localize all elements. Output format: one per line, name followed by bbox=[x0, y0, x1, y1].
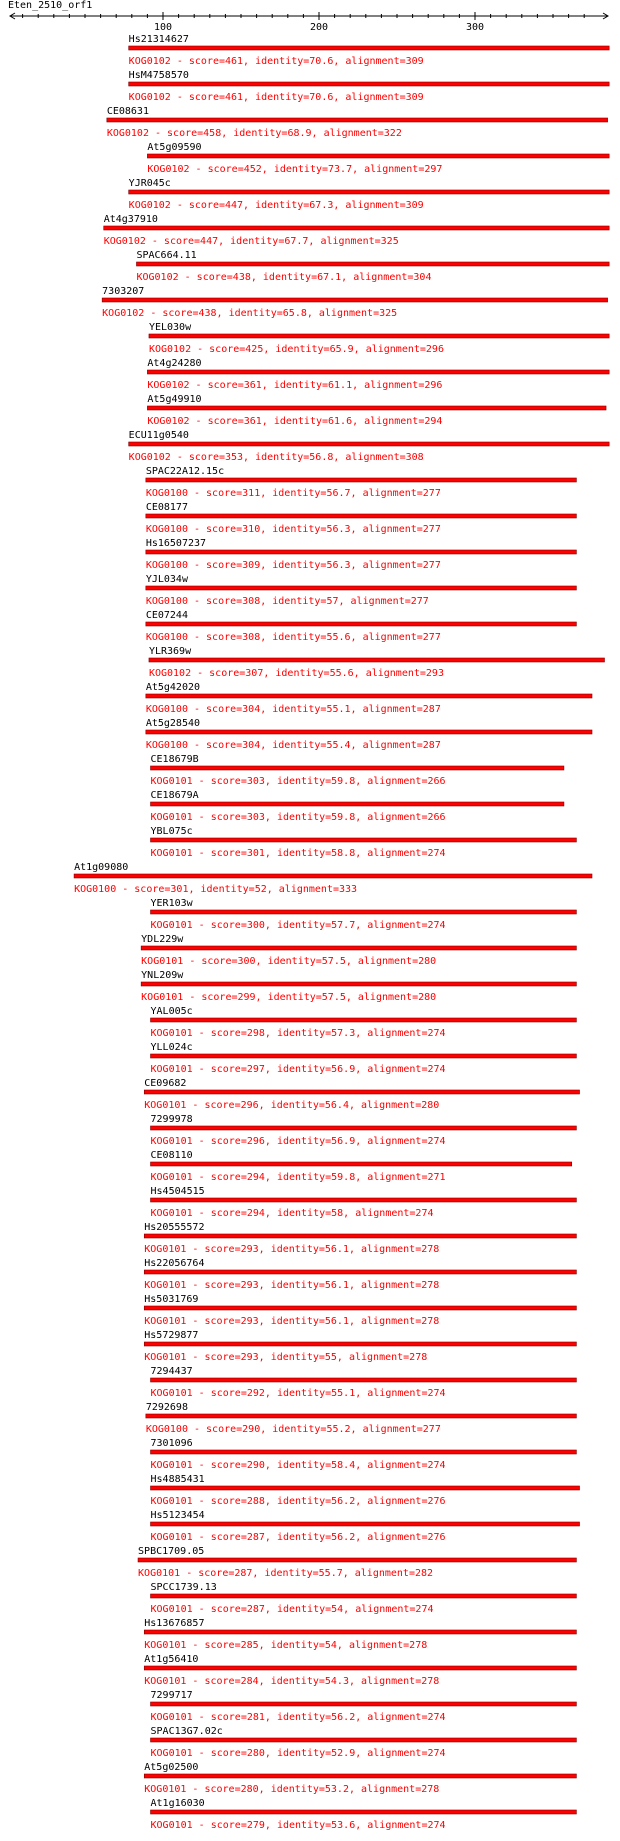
hit-info: KOG0101 - score=296, identity=56.4, alignment=280 bbox=[144, 1100, 440, 1111]
hit-name: YBL075c bbox=[150, 826, 193, 837]
hit-info: KOG0102 - score=452, identity=73.7, alignment=297 bbox=[147, 164, 443, 175]
hit-bar bbox=[129, 46, 609, 50]
hit-info: KOG0101 - score=281, identity=56.2, alignment=274 bbox=[150, 1712, 446, 1723]
hit-bar bbox=[144, 1090, 579, 1094]
hit-info: KOG0101 - score=290, identity=58.4, alignment=274 bbox=[150, 1460, 446, 1471]
hit-info: KOG0101 - score=287, identity=55.7, alignment=282 bbox=[138, 1568, 434, 1579]
hit-info: KOG0101 - score=287, identity=56.2, alignment=276 bbox=[150, 1532, 446, 1543]
hit-info: KOG0102 - score=447, identity=67.7, alignment=325 bbox=[103, 236, 399, 247]
hit-bar bbox=[144, 1666, 576, 1670]
hit-bar bbox=[146, 1414, 577, 1418]
hit-info: KOG0101 - score=293, identity=56.1, alignment=278 bbox=[144, 1316, 440, 1327]
hit-name: YJL034w bbox=[145, 574, 188, 585]
hit-name: At1g56410 bbox=[144, 1654, 199, 1665]
hit-info: KOG0101 - score=296, identity=56.9, alignment=274 bbox=[150, 1136, 446, 1147]
hit-info: KOG0102 - score=458, identity=68.9, alignment=322 bbox=[106, 128, 402, 139]
hit-name: YDL229w bbox=[141, 934, 184, 945]
hit-bar bbox=[151, 1126, 577, 1130]
hit-name: YEL030w bbox=[148, 322, 192, 333]
hit-bar bbox=[141, 946, 576, 950]
hit-bar bbox=[149, 658, 605, 662]
hit-name: SPAC664.11 bbox=[136, 250, 197, 261]
hit-info: KOG0100 - score=304, identity=55.1, alignment=287 bbox=[145, 704, 441, 715]
hit-name: CE08631 bbox=[106, 106, 149, 117]
hit-info: KOG0101 - score=301, identity=58.8, alignment=274 bbox=[150, 848, 446, 859]
hit-name: 7294437 bbox=[150, 1366, 193, 1377]
hit-bar bbox=[129, 442, 609, 446]
hit-info: KOG0102 - score=361, identity=61.1, alignment=296 bbox=[147, 380, 443, 391]
hit-bar bbox=[146, 478, 577, 482]
hit-name: At4g24280 bbox=[147, 358, 202, 369]
hit-name: Hs16507237 bbox=[145, 538, 207, 549]
hit-bar bbox=[151, 1594, 577, 1598]
hit-info: KOG0101 - score=292, identity=55.1, alignment=274 bbox=[150, 1388, 446, 1399]
hit-info: KOG0101 - score=303, identity=59.8, alignment=266 bbox=[150, 812, 446, 823]
hit-name: 7299978 bbox=[150, 1114, 193, 1125]
hit-name: Hs4504515 bbox=[150, 1186, 205, 1197]
hit-bar bbox=[146, 514, 577, 518]
axis-tick-label: 200 bbox=[310, 22, 329, 33]
hit-bar bbox=[151, 1486, 580, 1490]
hit-info: KOG0102 - score=353, identity=56.8, alignment=308 bbox=[128, 452, 424, 463]
hit-bar bbox=[151, 1810, 577, 1814]
hit-bar bbox=[141, 982, 576, 986]
hit-bar bbox=[151, 802, 564, 806]
hit-name: YLR369w bbox=[148, 646, 192, 657]
hit-name: YER103w bbox=[150, 898, 193, 909]
hit-bar bbox=[144, 1342, 576, 1346]
hit-info: KOG0101 - score=298, identity=57.3, alignment=274 bbox=[150, 1028, 446, 1039]
hit-name: 7301096 bbox=[150, 1438, 193, 1449]
hit-info: KOG0101 - score=293, identity=55, alignment=278 bbox=[144, 1352, 428, 1363]
hit-info: KOG0102 - score=461, identity=70.6, alignment=309 bbox=[128, 92, 424, 103]
hit-name: Hs5123454 bbox=[150, 1510, 205, 1521]
hit-info: KOG0102 - score=307, identity=55.6, alignment=293 bbox=[148, 668, 444, 679]
hit-info: KOG0100 - score=304, identity=55.4, alignment=287 bbox=[145, 740, 441, 751]
hit-bar bbox=[149, 334, 609, 338]
hit-bar bbox=[151, 1054, 577, 1058]
hit-info: KOG0101 - score=280, identity=52.9, alignment=274 bbox=[150, 1748, 446, 1759]
hit-info: KOG0101 - score=303, identity=59.8, alignment=266 bbox=[150, 776, 446, 787]
hit-info: KOG0101 - score=288, identity=56.2, alignment=276 bbox=[150, 1496, 446, 1507]
hit-name: CE08110 bbox=[150, 1150, 193, 1161]
hit-name: YAL005c bbox=[150, 1006, 193, 1017]
hit-bar bbox=[104, 226, 609, 230]
hit-info: KOG0102 - score=425, identity=65.9, alignment=296 bbox=[148, 344, 444, 355]
hit-bar bbox=[151, 1198, 577, 1202]
hit-name: CE08177 bbox=[145, 502, 188, 513]
hit-info: KOG0101 - score=284, identity=54.3, alignment=278 bbox=[144, 1676, 440, 1687]
hit-info: KOG0100 - score=309, identity=56.3, alignment=277 bbox=[145, 560, 441, 571]
hit-info: KOG0101 - score=297, identity=56.9, alignment=274 bbox=[150, 1064, 446, 1075]
hit-bar bbox=[147, 406, 606, 410]
hit-name: CE07244 bbox=[145, 610, 188, 621]
hit-bar bbox=[146, 730, 592, 734]
hit-bar bbox=[147, 370, 609, 374]
hit-name: Hs5031769 bbox=[144, 1294, 199, 1305]
hit-info: KOG0102 - score=438, identity=67.1, alignment=304 bbox=[136, 272, 432, 283]
hit-name: Hs13676857 bbox=[144, 1618, 205, 1629]
hit-bar bbox=[146, 550, 577, 554]
hit-bar bbox=[146, 622, 577, 626]
hit-bar bbox=[144, 1306, 576, 1310]
hit-name: ECU11g0540 bbox=[128, 430, 189, 441]
hit-bar bbox=[151, 1162, 572, 1166]
hit-bar bbox=[151, 838, 577, 842]
hit-bar bbox=[147, 154, 609, 158]
hit-name: 7292698 bbox=[145, 1402, 188, 1413]
hit-info: KOG0100 - score=301, identity=52, alignment=333 bbox=[74, 884, 358, 895]
hit-name: HsM4758570 bbox=[128, 70, 189, 81]
sequence-title: Eten_2510_orf1 bbox=[8, 0, 93, 11]
hit-bar bbox=[102, 298, 607, 302]
hit-name: Hs5729877 bbox=[144, 1330, 199, 1341]
hit-name: SPCC1739.13 bbox=[150, 1582, 217, 1593]
hit-info: KOG0102 - score=361, identity=61.6, alignment=294 bbox=[147, 416, 443, 427]
hit-info: KOG0101 - score=287, identity=54, alignment=274 bbox=[150, 1604, 434, 1615]
hit-bar bbox=[144, 1774, 576, 1778]
hit-info: KOG0101 - score=293, identity=56.1, alignment=278 bbox=[144, 1280, 440, 1291]
hit-info: KOG0102 - score=438, identity=65.8, alignment=325 bbox=[102, 308, 398, 319]
hit-info: KOG0101 - score=294, identity=58, alignment=274 bbox=[150, 1208, 434, 1219]
hit-name: CE18679A bbox=[150, 790, 199, 801]
axis-tick-label: 100 bbox=[154, 22, 173, 33]
hit-bar bbox=[138, 1558, 576, 1562]
hit-name: YLL024c bbox=[150, 1042, 193, 1053]
hit-name: At4g37910 bbox=[103, 214, 158, 225]
hit-name: YNL209w bbox=[141, 970, 184, 981]
hit-bar bbox=[144, 1234, 576, 1238]
hit-name: SPAC22A12.15c bbox=[145, 466, 225, 477]
hit-info: KOG0101 - score=299, identity=57.5, alignment=280 bbox=[141, 992, 437, 1003]
hit-info: KOG0100 - score=308, identity=57, alignment=277 bbox=[145, 596, 429, 607]
hit-info: KOG0101 - score=293, identity=56.1, alignment=278 bbox=[144, 1244, 440, 1255]
hit-info: KOG0100 - score=308, identity=55.6, alignment=277 bbox=[145, 632, 441, 643]
hit-name: 7299717 bbox=[150, 1690, 193, 1701]
hit-info: KOG0100 - score=310, identity=56.3, alignment=277 bbox=[145, 524, 441, 535]
hit-info: KOG0101 - score=300, identity=57.7, alignment=274 bbox=[150, 920, 446, 931]
hit-bar bbox=[144, 1630, 576, 1634]
hit-name: At5g42020 bbox=[145, 682, 201, 693]
hit-bar bbox=[151, 1450, 577, 1454]
hit-name: SPBC1709.05 bbox=[138, 1546, 205, 1557]
hit-info: KOG0101 - score=294, identity=59.8, alignment=271 bbox=[150, 1172, 446, 1183]
hit-bar bbox=[151, 1702, 577, 1706]
hit-bar bbox=[129, 190, 609, 194]
hit-name: At5g28540 bbox=[145, 718, 201, 729]
hit-name: YJR045c bbox=[128, 178, 171, 189]
hit-bar bbox=[151, 910, 577, 914]
hit-name: At5g09590 bbox=[147, 142, 202, 153]
hit-info: KOG0101 - score=285, identity=54, alignment=278 bbox=[144, 1640, 428, 1651]
hit-info: KOG0100 - score=290, identity=55.2, alignment=277 bbox=[145, 1424, 441, 1435]
hit-bar bbox=[146, 586, 577, 590]
hit-bar bbox=[136, 262, 609, 266]
hit-name: SPAC13G7.02c bbox=[150, 1726, 223, 1737]
hit-info: KOG0101 - score=279, identity=53.6, alignment=274 bbox=[150, 1820, 446, 1831]
hit-bar bbox=[146, 694, 592, 698]
hit-name: Hs4885431 bbox=[150, 1474, 205, 1485]
hit-info: KOG0102 - score=447, identity=67.3, alignment=309 bbox=[128, 200, 424, 211]
hit-info: KOG0101 - score=280, identity=53.2, alignment=278 bbox=[144, 1784, 440, 1795]
hit-bar bbox=[151, 1738, 577, 1742]
hit-bar bbox=[129, 82, 609, 86]
hit-name: Hs20555572 bbox=[144, 1222, 205, 1233]
hit-name: CE18679B bbox=[150, 754, 199, 765]
hit-name: At1g09080 bbox=[74, 862, 129, 873]
hit-bar bbox=[151, 1018, 577, 1022]
hit-name: At5g49910 bbox=[147, 394, 202, 405]
hit-bar bbox=[74, 874, 592, 878]
hit-info: KOG0102 - score=461, identity=70.6, alignment=309 bbox=[128, 56, 424, 67]
hit-bar bbox=[107, 118, 608, 122]
hit-name: At1g16030 bbox=[150, 1798, 205, 1809]
hit-info: KOG0100 - score=311, identity=56.7, alignment=277 bbox=[145, 488, 441, 499]
hit-name: 7303207 bbox=[102, 286, 145, 297]
hit-bar bbox=[144, 1270, 576, 1274]
hit-info: KOG0101 - score=300, identity=57.5, alignment=280 bbox=[141, 956, 437, 967]
hit-bar bbox=[151, 766, 564, 770]
hit-name: Hs21314627 bbox=[128, 34, 189, 45]
hit-name: Hs22056764 bbox=[144, 1258, 205, 1269]
hit-name: At5g02500 bbox=[144, 1762, 199, 1773]
axis-tick-label: 300 bbox=[466, 22, 485, 33]
hit-name: CE09682 bbox=[144, 1078, 187, 1089]
hit-bar bbox=[151, 1378, 577, 1382]
hit-bar bbox=[151, 1522, 580, 1526]
